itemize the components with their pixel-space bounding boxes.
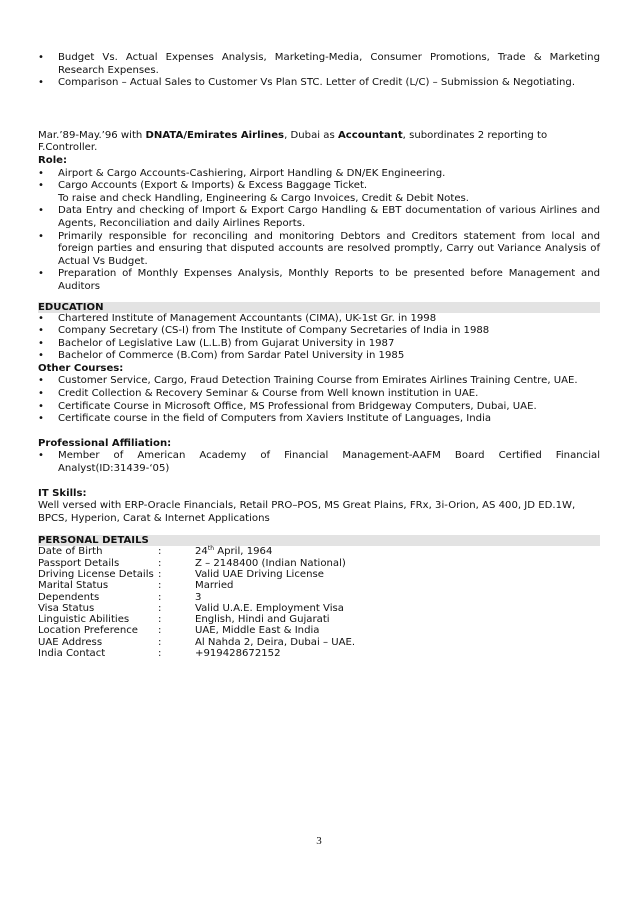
list-item: • Company Secretary (CS-I) from The Institute of Company Secretaries of India in 1988 bbox=[38, 325, 600, 338]
detail-value: Al Nahda 2, Deira, Dubai – UAE. bbox=[195, 636, 356, 648]
dob-suffix: th bbox=[207, 545, 215, 553]
affiliation-list bbox=[38, 450, 600, 475]
affiliation-heading: Professional Affiliation: bbox=[38, 437, 172, 449]
detail-value: +919428672152 bbox=[195, 648, 281, 660]
job-company: DNATA/Emirates Airlines bbox=[145, 129, 285, 141]
detail-label: UAE Address bbox=[38, 636, 103, 648]
list-item-line: To raise and check Handling, Engineering & Cargo Invoices, Credit & Debit Notes. bbox=[58, 192, 469, 204]
dob-day: 24 bbox=[195, 546, 208, 558]
table-row bbox=[38, 569, 355, 580]
table-row bbox=[38, 592, 355, 603]
detail-colon: : bbox=[158, 648, 162, 660]
detail-label: India Contact bbox=[38, 648, 106, 660]
list-item: • Budget Vs. Actual Expenses Analysis, Marketing-Media, Consumer Promotions, Trade & Marketing Research Expenses. bbox=[38, 52, 600, 77]
list-item: • Customer Service, Cargo, Fraud Detection Training Course from Emirates Airlines Training Centre, UAE. bbox=[38, 375, 600, 388]
detail-value: Valid U.A.E. Employment Visa bbox=[195, 602, 344, 614]
list-item-line: • Cargo Accounts (Export & Imports) & Excess Baggage Ticket. bbox=[58, 180, 368, 192]
detail-colon: : bbox=[158, 591, 162, 603]
table-row bbox=[38, 580, 355, 591]
list-item: • Bachelor of Commerce (B.Com) from Sardar Patel University in 1985 bbox=[38, 350, 600, 363]
detail-value: UAE, Middle East & India bbox=[195, 625, 320, 637]
role-bullet-list bbox=[38, 168, 600, 294]
detail-colon: : bbox=[158, 557, 162, 569]
detail-label: Location Preference bbox=[38, 625, 139, 637]
detail-colon: : bbox=[158, 614, 162, 626]
list-item: • Comparison – Actual Sales to Customer Vs Plan STC. Letter of Credit (L/C) – Submission & Negotiating. bbox=[38, 77, 600, 90]
list-item: • Bachelor of Legislative Law (L.L.B) from Gujarat University in 1987 bbox=[38, 338, 600, 351]
detail-colon: : bbox=[158, 602, 162, 614]
detail-value: Married bbox=[195, 580, 234, 592]
detail-value bbox=[195, 546, 355, 557]
it-skills-text: Well versed with ERP-Oracle Financials, Retail PRO–POS, MS Great Plains, FRx, 3i-Orion, AS 400, JD ED.1W, BPCS, Hyperion, Carat & Internet Applications bbox=[38, 500, 576, 524]
it-skills-heading: IT Skills: bbox=[38, 487, 87, 499]
personal-details-heading: PERSONAL DETAILS bbox=[38, 535, 600, 546]
detail-label: Dependents bbox=[38, 591, 100, 603]
list-item: • Certificate Course in Microsoft Office, MS Professional from Bridgeway Computers, Dubai, UAE. bbox=[38, 401, 600, 414]
job-header bbox=[38, 130, 600, 155]
other-courses-heading: Other Courses: bbox=[38, 362, 124, 374]
detail-colon: : bbox=[158, 580, 162, 592]
list-item: • Airport & Cargo Accounts-Cashiering, Airport Handling & DN/EK Engineering. bbox=[38, 168, 600, 181]
detail-colon: : bbox=[158, 569, 162, 580]
top-bullet-list bbox=[38, 52, 600, 90]
education-list bbox=[38, 313, 600, 363]
other-courses-list bbox=[38, 375, 600, 425]
list-item: • Member of American Academy of Financial Management-AAFM Board Certified Financial Analyst(ID:31439-‘05) bbox=[38, 450, 600, 475]
list-item: • Credit Collection & Recovery Seminar & Course from Well known institution in UAE. bbox=[38, 388, 600, 401]
detail-label: Driving License Details bbox=[38, 569, 154, 580]
detail-label: Marital Status bbox=[38, 580, 109, 592]
resume-page bbox=[38, 52, 600, 659]
job-location: , Dubai as bbox=[284, 129, 338, 141]
list-item: • Preparation of Monthly Expenses Analysis, Monthly Reports to be presented before Management and Auditors bbox=[38, 268, 600, 293]
role-label: Role: bbox=[38, 154, 68, 166]
personal-details-table bbox=[38, 546, 355, 659]
job-position: Accountant bbox=[337, 129, 403, 141]
list-item: • Chartered Institute of Management Accountants (CIMA), UK-1st Gr. in 1998 bbox=[38, 313, 600, 326]
list-item: • Certificate course in the field of Computers from Xaviers Institute of Languages, India bbox=[38, 413, 600, 426]
detail-colon: : bbox=[158, 636, 162, 648]
list-item: • Data Entry and checking of Import & Export Cargo Handling & EBT documentation of various Airlines and Agents, Reconciliation and daily Airlines Reports. bbox=[38, 205, 600, 230]
detail-label: Passport Details bbox=[38, 557, 120, 569]
detail-colon: : bbox=[158, 546, 162, 558]
detail-value: 3 bbox=[195, 591, 202, 603]
dob-month-year: April, 1964 bbox=[214, 546, 273, 558]
table-row bbox=[38, 614, 355, 625]
table-row bbox=[38, 603, 355, 614]
detail-label: Linguistic Abilities bbox=[38, 614, 130, 626]
table-row bbox=[38, 637, 355, 648]
table-row bbox=[38, 546, 355, 557]
job-reporting: , subordinates 2 reporting to F.Controller. bbox=[38, 129, 548, 154]
job-entry bbox=[38, 130, 600, 294]
table-row bbox=[38, 625, 355, 636]
detail-colon: : bbox=[158, 625, 162, 637]
job-period: Mar.’89-May.’96 with bbox=[38, 129, 146, 141]
detail-value: English, Hindi and Gujarati bbox=[195, 614, 330, 626]
detail-value: Valid UAE Driving License bbox=[195, 569, 324, 580]
table-row bbox=[38, 648, 355, 659]
detail-label: Date of Birth bbox=[38, 546, 103, 558]
detail-value: Z – 2148400 (Indian National) bbox=[195, 557, 346, 569]
page-number: 3 bbox=[316, 835, 322, 847]
spacer bbox=[38, 476, 600, 488]
table-row bbox=[38, 558, 355, 569]
list-item: • Primarily responsible for reconciling and monitoring Debtors and Creditors statement from local and foreign parties and ensuring that disputed accounts are resolved promptly, Carry out Variance Analysis of Actual Vs Budget. bbox=[38, 231, 600, 269]
education-heading: EDUCATION bbox=[38, 302, 600, 313]
detail-label: Visa Status bbox=[38, 602, 95, 614]
spacer bbox=[38, 426, 600, 438]
list-item bbox=[38, 180, 600, 205]
